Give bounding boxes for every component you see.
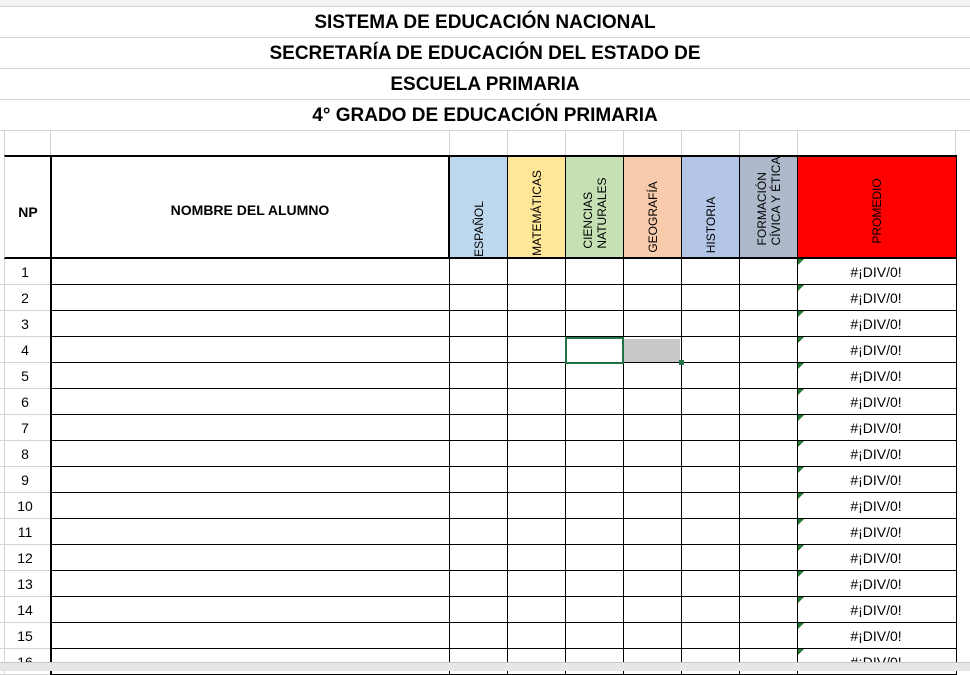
cell-np[interactable]: 11 [17, 524, 33, 540]
cell-grade[interactable] [624, 441, 681, 466]
cell-grade[interactable] [566, 519, 623, 544]
cell-grade[interactable] [682, 389, 739, 414]
header-subject-matematicas[interactable] [507, 155, 566, 259]
header-subject-ciencias-line2: NATURALES [594, 177, 609, 249]
table-row [0, 519, 970, 545]
cell-grade[interactable] [566, 389, 623, 414]
cell-grade[interactable] [740, 571, 797, 596]
table-row [0, 363, 970, 389]
cell-grade[interactable] [450, 389, 507, 414]
cell-grade[interactable] [624, 467, 681, 492]
cell-grade[interactable] [740, 441, 797, 466]
cell-np[interactable]: 10 [17, 498, 33, 514]
cell-grade[interactable] [566, 571, 623, 596]
fill-handle[interactable] [679, 360, 684, 365]
header-subject-geografia-label: GEOGRAFÍA [645, 181, 660, 253]
cell-average[interactable]: #¡DIV/0! [850, 628, 902, 644]
cell-grade[interactable] [566, 415, 623, 440]
cell-average[interactable]: #¡DIV/0! [850, 316, 902, 332]
cell-grade[interactable] [450, 623, 507, 648]
cell-grade[interactable] [450, 259, 507, 284]
cell-grade[interactable] [740, 597, 797, 622]
cell-grade[interactable] [740, 493, 797, 518]
table-row [0, 467, 970, 493]
cell-border [956, 571, 957, 597]
cell-student-name[interactable] [52, 389, 449, 414]
header-name-label: NOMBRE DEL ALUMNO [170, 202, 330, 218]
cell-grade[interactable] [450, 415, 507, 440]
cell-grade[interactable] [740, 467, 797, 492]
cell-student-name[interactable] [52, 493, 449, 518]
cell-grade[interactable] [624, 623, 681, 648]
column-header-strip [0, 0, 970, 7]
cell-grade[interactable] [682, 597, 739, 622]
cell-border [956, 623, 957, 649]
title-line-2[interactable]: SECRETARÍA DE EDUCACIÓN DEL ESTADO DE [269, 43, 701, 64]
header-subject-espanol-label: ESPAÑOL [471, 201, 486, 257]
header-subject-historia-label: HISTORIA [703, 196, 718, 254]
cell-border [956, 337, 957, 363]
cell-border [956, 285, 957, 311]
grid-line [507, 130, 508, 155]
cell-student-name[interactable] [52, 311, 449, 336]
cell-grade[interactable] [450, 493, 507, 518]
cell-grade[interactable] [682, 259, 739, 284]
cell-grade[interactable] [508, 441, 565, 466]
cell-grade[interactable] [624, 493, 681, 518]
cell-np[interactable]: 15 [17, 628, 33, 644]
header-subject-geografia[interactable] [623, 155, 682, 259]
cell-grade[interactable] [566, 597, 623, 622]
cell-grade[interactable] [450, 571, 507, 596]
cell-average[interactable]: #¡DIV/0! [850, 602, 902, 618]
cell-grade[interactable] [682, 285, 739, 310]
cell-grade[interactable] [740, 337, 797, 362]
cell-student-name[interactable] [52, 519, 449, 544]
table-row [0, 311, 970, 337]
cell-grade[interactable] [508, 363, 565, 388]
table-row [0, 441, 970, 467]
cell-grade[interactable] [624, 415, 681, 440]
cell-grade[interactable] [508, 571, 565, 596]
cell-average[interactable]: #¡DIV/0! [850, 368, 902, 384]
cell-student-name[interactable] [52, 259, 449, 284]
cell-grade[interactable] [624, 285, 681, 310]
cell-grade[interactable] [508, 467, 565, 492]
cell-grade[interactable] [450, 311, 507, 336]
grid-line [449, 130, 450, 155]
cell-grade[interactable] [508, 285, 565, 310]
cell-average[interactable]: #¡DIV/0! [850, 576, 902, 592]
grid-line [50, 130, 51, 155]
cell-grade[interactable] [566, 441, 623, 466]
cell-average[interactable]: #¡DIV/0! [850, 498, 902, 514]
header-subject-civica[interactable] [739, 155, 798, 259]
cell-grade[interactable] [624, 597, 681, 622]
cell-grade[interactable] [566, 623, 623, 648]
cell-np[interactable]: 8 [21, 446, 29, 462]
table-row [0, 493, 970, 519]
cell-student-name[interactable] [52, 363, 449, 388]
table-row [0, 259, 970, 285]
cell-grade[interactable] [450, 519, 507, 544]
cell-grade[interactable] [508, 259, 565, 284]
cell-np[interactable]: 3 [21, 316, 29, 332]
active-cell[interactable] [565, 337, 624, 364]
header-average-label: PROMEDIO [870, 178, 884, 244]
cell-np[interactable]: 14 [17, 602, 33, 618]
grid-line [797, 130, 798, 155]
cell-grade[interactable] [624, 519, 681, 544]
cell-border [956, 493, 957, 519]
cell-grade[interactable] [450, 441, 507, 466]
cell-border [956, 519, 957, 545]
cell-np[interactable]: 7 [21, 420, 29, 436]
cell-average[interactable]: #¡DIV/0! [850, 290, 902, 306]
cell-grade[interactable] [566, 259, 623, 284]
cell-average[interactable]: #¡DIV/0! [850, 472, 902, 488]
cell-border [956, 597, 957, 623]
cell-grade[interactable] [682, 441, 739, 466]
cell-average[interactable]: #¡DIV/0! [850, 264, 902, 280]
cell-grade[interactable] [624, 571, 681, 596]
cell-grade[interactable] [740, 545, 797, 570]
cell-grade[interactable] [682, 311, 739, 336]
table-row [0, 623, 970, 649]
cell-grade[interactable] [740, 259, 797, 284]
cell-grade[interactable] [508, 597, 565, 622]
cell-np[interactable]: 9 [21, 472, 29, 488]
cell-grade[interactable] [740, 311, 797, 336]
cell-border [956, 389, 957, 415]
cell-grade[interactable] [624, 363, 681, 388]
cell-grade[interactable] [740, 415, 797, 440]
cell-grade[interactable] [624, 389, 681, 414]
cell-grade[interactable] [740, 623, 797, 648]
table-row [0, 545, 970, 571]
cell-border [956, 441, 957, 467]
cell-grade[interactable] [566, 493, 623, 518]
cell-grade[interactable] [508, 415, 565, 440]
cell-np[interactable]: 4 [21, 342, 29, 358]
header-subject-civica-label [755, 157, 783, 246]
cell-student-name[interactable] [52, 337, 449, 362]
cell-np[interactable]: 6 [21, 394, 29, 410]
cell-grade[interactable] [508, 545, 565, 570]
header-average[interactable] [797, 155, 957, 259]
cell-student-name[interactable] [52, 441, 449, 466]
cell-grade[interactable] [450, 545, 507, 570]
header-subject-espanol[interactable] [449, 155, 508, 259]
header-np[interactable] [4, 155, 51, 259]
cell-grade[interactable] [450, 467, 507, 492]
table-row [0, 337, 970, 363]
cell-grade[interactable] [450, 597, 507, 622]
grid-line [4, 130, 5, 155]
cell-student-name[interactable] [52, 545, 449, 570]
title-line-1[interactable]: SISTEMA DE EDUCACIÓN NACIONAL [314, 12, 656, 33]
header-subject-matematicas-label: MATEMÁTICAS [529, 170, 544, 256]
cell-border [956, 311, 957, 337]
cell-average[interactable]: #¡DIV/0! [850, 420, 902, 436]
cell-grade[interactable] [682, 337, 739, 362]
cell-np[interactable]: 5 [21, 368, 29, 384]
cell-np[interactable]: 1 [21, 264, 29, 280]
cell-grade[interactable] [682, 363, 739, 388]
cell-grade[interactable] [508, 623, 565, 648]
cell-grade[interactable] [624, 545, 681, 570]
cell-grade[interactable] [682, 519, 739, 544]
cell-grade[interactable] [740, 519, 797, 544]
cell-grade[interactable] [508, 519, 565, 544]
cell-grade[interactable] [566, 363, 623, 388]
table-row [0, 571, 970, 597]
grid-line [623, 130, 624, 155]
cell-grade[interactable] [450, 337, 507, 362]
cell-grade[interactable] [450, 285, 507, 310]
cell-average[interactable]: #¡DIV/0! [850, 524, 902, 540]
grid-line [681, 130, 682, 155]
cell-grade[interactable] [508, 389, 565, 414]
cell-student-name[interactable] [52, 285, 449, 310]
table-row [0, 389, 970, 415]
cell-grade[interactable] [566, 311, 623, 336]
title-line-3[interactable]: ESCUELA PRIMARIA [390, 74, 580, 95]
cell-student-name[interactable] [52, 415, 449, 440]
grid-line [565, 130, 566, 155]
cell-student-name[interactable] [52, 597, 449, 622]
table-row [0, 285, 970, 311]
cell-grade[interactable] [682, 415, 739, 440]
cell-grade[interactable] [450, 363, 507, 388]
cell-grade[interactable] [566, 285, 623, 310]
cell-grade[interactable] [682, 545, 739, 570]
header-name[interactable] [50, 155, 450, 259]
cell-grade[interactable] [682, 571, 739, 596]
table-row [0, 415, 970, 441]
header-subject-civica-line1: FORMACIÓN [754, 172, 769, 246]
cell-average[interactable]: #¡DIV/0! [850, 342, 902, 358]
cell-grade[interactable] [740, 389, 797, 414]
cell-grade[interactable] [624, 259, 681, 284]
cell-np[interactable]: 2 [21, 290, 29, 306]
header-subject-ciencias-label [581, 177, 609, 248]
cell-grade[interactable] [740, 285, 797, 310]
header-subject-ciencias-line1: CIENCIAS [580, 191, 595, 249]
header-subject-civica-line2: CÍVICA Y ÉTICA [768, 156, 783, 246]
grid-line [955, 130, 956, 155]
cell-border [956, 467, 957, 493]
cell-np[interactable]: 12 [17, 550, 33, 566]
table-row [0, 597, 970, 623]
cell-average[interactable]: #¡DIV/0! [850, 446, 902, 462]
cell-grade[interactable] [566, 467, 623, 492]
cell-np[interactable]: 13 [17, 576, 33, 592]
grid-line [739, 130, 740, 155]
cell-grade[interactable] [566, 545, 623, 570]
cell-student-name[interactable] [52, 623, 449, 648]
header-subject-ciencias[interactable] [565, 155, 624, 259]
cell-grade[interactable] [682, 493, 739, 518]
cell-average[interactable]: #¡DIV/0! [850, 550, 902, 566]
cell-border [956, 415, 957, 441]
title-line-4[interactable]: 4° GRADO DE EDUCACIÓN PRIMARIA [312, 105, 658, 126]
cell-grade[interactable] [740, 363, 797, 388]
cell-student-name[interactable] [52, 571, 449, 596]
cell-border [956, 363, 957, 389]
cell-border [956, 545, 957, 571]
cell-grade[interactable] [508, 493, 565, 518]
cell-student-name[interactable] [52, 467, 449, 492]
cell-grade[interactable] [508, 337, 565, 362]
cell-grade[interactable] [682, 467, 739, 492]
cell-average[interactable]: #¡DIV/0! [850, 394, 902, 410]
header-np-label: NP [18, 204, 38, 220]
cell-grade[interactable] [508, 311, 565, 336]
cell-grade[interactable] [682, 623, 739, 648]
cell-grade[interactable] [624, 311, 681, 336]
header-subject-historia[interactable] [681, 155, 740, 259]
cell-border [956, 259, 957, 285]
selected-cell-range[interactable] [624, 339, 680, 362]
